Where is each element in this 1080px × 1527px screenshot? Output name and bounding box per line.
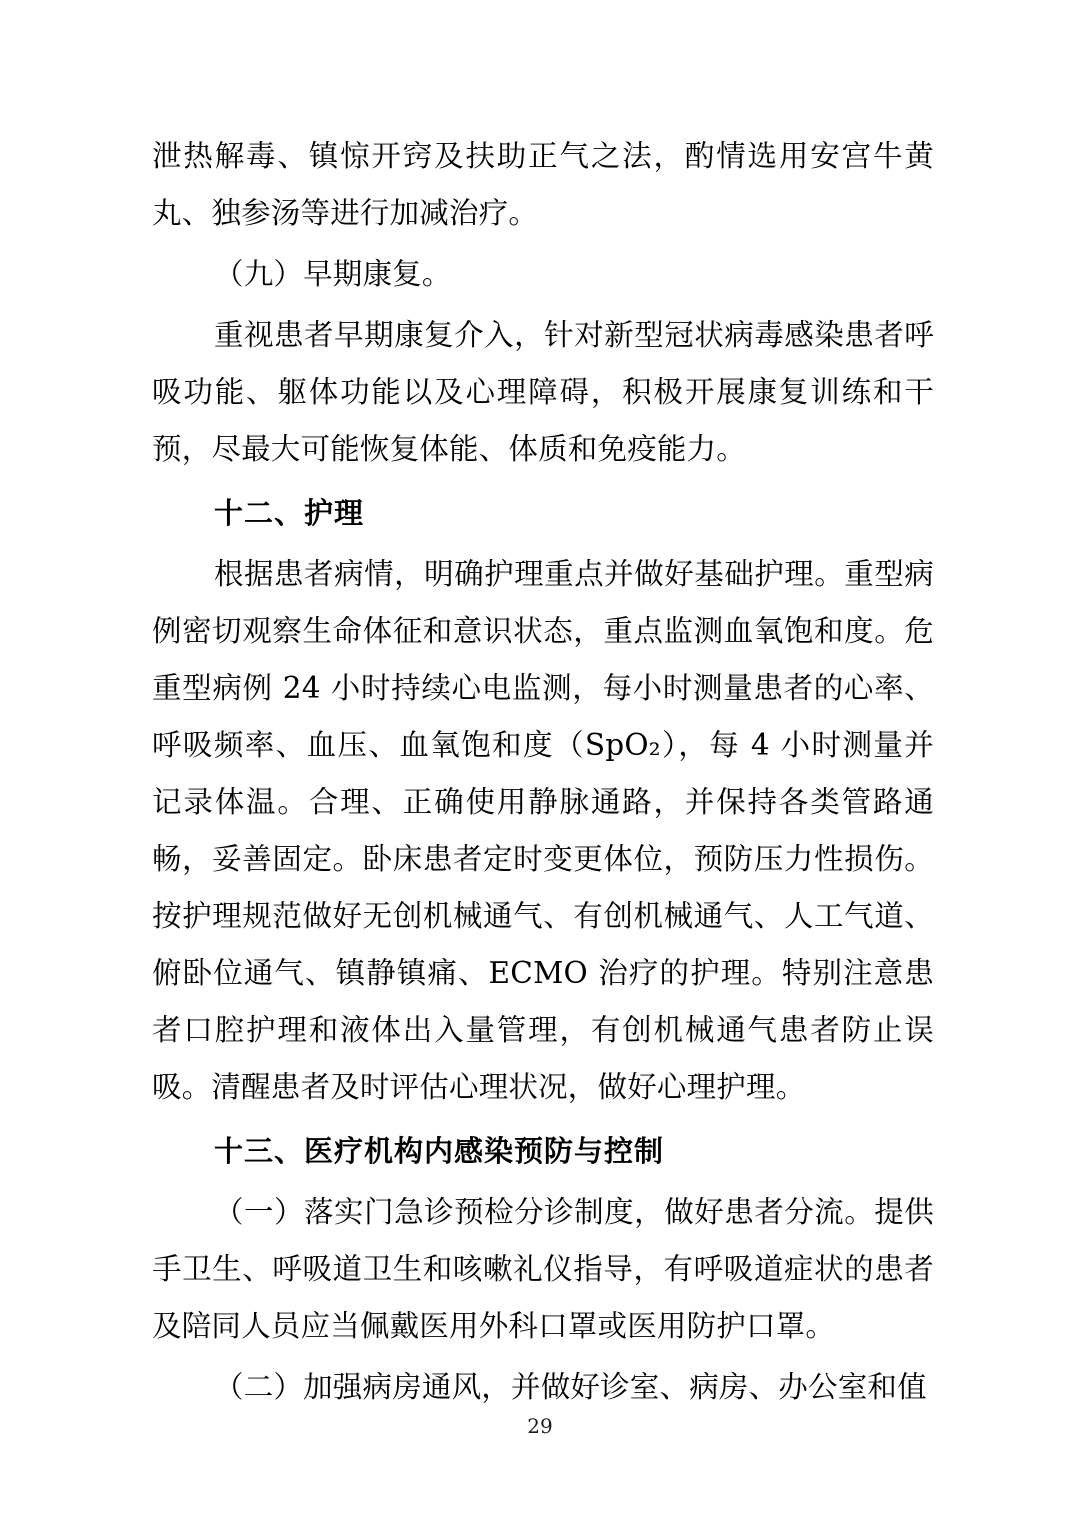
paragraph-nursing-body: 根据患者病情，明确护理重点并做好基础护理。重型病例密切观察生命体征和意识状态，重点监测血氧饱和度。危重型病例 24 小时持续心电监测，每小时测量患者的心率、呼吸频率、血压、血氧饱和度（SpO₂），每 4 小时测量并记录体温。合理、正确使用静脉通路，并保持各类管路通畅，妥善固定。卧床患者定时变更体位，预防压力性损伤。按护理规范做好无创机械通气、有创机械通气、人工气道、俯卧位通气、镇静镇痛、ECMO 治疗的护理。特别注意患者口腔护理和液体出入量管理，有创机械通气患者防止误吸。清醒患者及时评估心理状况，做好心理护理。 <box>152 557 934 1104</box>
page-body <box>152 128 934 1416</box>
paragraph-thirteen-item-two: （二）加强病房通风，并做好诊室、病房、办公室和值 <box>214 1370 927 1404</box>
section-spacer <box>152 478 934 485</box>
heading-twelve-nursing: 十二、护理 <box>214 496 365 530</box>
paragraph-thirteen-item-one: （一）落实门急诊预检分诊制度，做好患者分流。提供手卫生、呼吸道卫生和咳嗽礼仪指导，有呼吸道症状的患者及陪同人员应当佩戴医用外科口罩或医用防护口罩。 <box>152 1195 934 1343</box>
paragraph-tcm-continued: 泄热解毒、镇惊开窍及扶助正气之法，酌情选用安宫牛黄丸、独参汤等进行加减治疗。 <box>152 139 934 230</box>
paragraph-early-rehabilitation-body: 重视患者早期康复介入，针对新型冠状病毒感染患者呼吸功能、躯体功能以及心理障碍，积极开展康复训练和干预，尽最大可能恢复体能、体质和免疫能力。 <box>152 318 934 466</box>
subheading-nine-early-rehabilitation: （九）早期康复。 <box>214 257 452 291</box>
section-spacer <box>152 1116 934 1123</box>
page-number: 29 <box>527 1414 553 1438</box>
heading-thirteen-infection-control: 十三、医疗机构内感染预防与控制 <box>214 1134 665 1168</box>
